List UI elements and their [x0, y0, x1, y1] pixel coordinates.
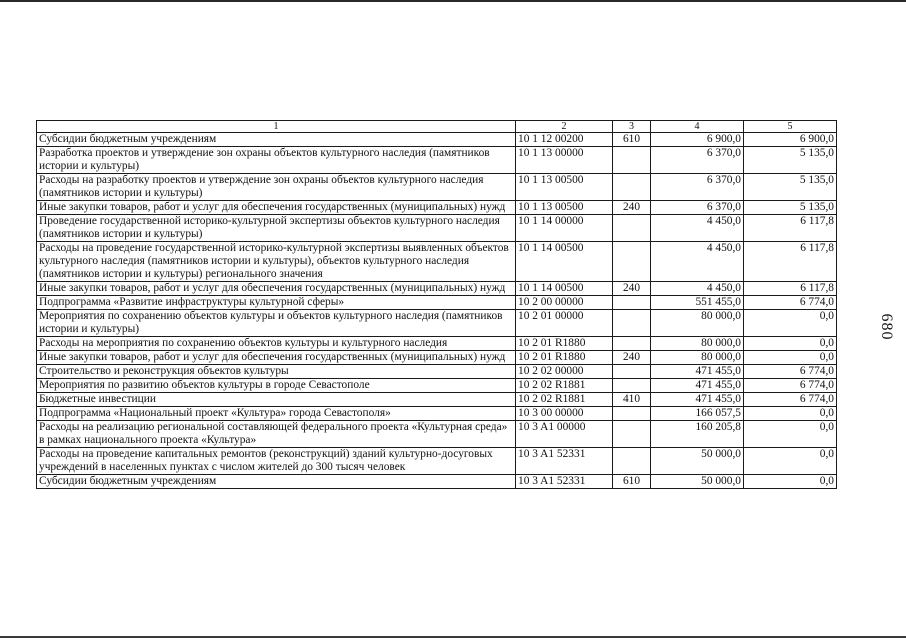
row-amount-col5-cell: 6 774,0: [744, 296, 837, 310]
column-header-4: 4: [651, 121, 744, 133]
row-name-cell: Иные закупки товаров, работ и услуг для обеспечения государственных (муниципальных) нужд: [37, 201, 516, 215]
row-amount-col4-cell: 80 000,0: [651, 337, 744, 351]
table-row: [37, 296, 837, 310]
row-amount-col4-cell: 80 000,0: [651, 351, 744, 365]
table-row: [37, 174, 837, 201]
row-name-cell: Расходы на мероприятия по сохранению объектов культуры и культурного наследия: [37, 337, 516, 351]
row-expense-type-cell: 610: [613, 133, 651, 147]
row-expense-type-cell: [613, 242, 651, 282]
table-row: [37, 201, 837, 215]
row-amount-col4-cell: 4 450,0: [651, 242, 744, 282]
row-name-cell: Иные закупки товаров, работ и услуг для обеспечения государственных (муниципальных) нужд: [37, 351, 516, 365]
row-code-cell: 10 3 00 00000: [516, 407, 613, 421]
row-name-cell: Расходы на проведение капитальных ремонтов (реконструкций) зданий культурно-досуговых учреждений в населенных пунктах с числом жителей до 300 тысяч человек: [37, 448, 516, 475]
table-row: [37, 337, 837, 351]
row-amount-col5-cell: 6 117,8: [744, 215, 837, 242]
row-code-cell: 10 1 14 00500: [516, 282, 613, 296]
row-name-cell: Строительство и реконструкция объектов культуры: [37, 365, 516, 379]
row-name-cell: Субсидии бюджетным учреждениям: [37, 133, 516, 147]
row-expense-type-cell: [613, 379, 651, 393]
row-amount-col4-cell: 471 455,0: [651, 379, 744, 393]
row-amount-col5-cell: 6 900,0: [744, 133, 837, 147]
table-row: [37, 282, 837, 296]
row-amount-col4-cell: 471 455,0: [651, 393, 744, 407]
row-code-cell: 10 1 13 00500: [516, 201, 613, 215]
row-name-cell: Мероприятия по развитию объектов культуры в городе Севастополе: [37, 379, 516, 393]
scan-top-edge: [0, 0, 906, 2]
column-header-2: 2: [516, 121, 613, 133]
row-amount-col5-cell: 6 117,8: [744, 282, 837, 296]
row-amount-col5-cell: 5 135,0: [744, 201, 837, 215]
column-header-5: 5: [744, 121, 837, 133]
table-row: [37, 475, 837, 489]
table-row: [37, 351, 837, 365]
row-amount-col5-cell: 0,0: [744, 337, 837, 351]
budget-table: [36, 120, 837, 489]
row-amount-col4-cell: 551 455,0: [651, 296, 744, 310]
scan-bottom-edge: [0, 636, 906, 638]
row-amount-col4-cell: 4 450,0: [651, 282, 744, 296]
row-expense-type-cell: [613, 407, 651, 421]
row-amount-col5-cell: 0,0: [744, 421, 837, 448]
row-expense-type-cell: [613, 421, 651, 448]
row-code-cell: 10 1 14 00000: [516, 215, 613, 242]
table-row: [37, 365, 837, 379]
table-row: [37, 310, 837, 337]
row-name-cell: Расходы на разработку проектов и утверждение зон охраны объектов культурного наследия (памятников истории и культуры): [37, 174, 516, 201]
table-row: [37, 448, 837, 475]
row-code-cell: 10 2 01 00000: [516, 310, 613, 337]
table-row: [37, 407, 837, 421]
row-name-cell: Проведение государственной историко-культурной экспертизы объектов культурного наследия (памятников истории и культуры): [37, 215, 516, 242]
row-code-cell: 10 1 13 00500: [516, 174, 613, 201]
row-expense-type-cell: [613, 147, 651, 174]
row-amount-col4-cell: 6 370,0: [651, 147, 744, 174]
row-expense-type-cell: 410: [613, 393, 651, 407]
row-amount-col4-cell: 166 057,5: [651, 407, 744, 421]
row-name-cell: Бюджетные инвестиции: [37, 393, 516, 407]
row-amount-col4-cell: 471 455,0: [651, 365, 744, 379]
column-header-1: 1: [37, 121, 516, 133]
row-amount-col4-cell: 50 000,0: [651, 475, 744, 489]
row-name-cell: Расходы на проведение государственной историко-культурной экспертизы выявленных объектов культурного наследия (памятников истории и культуры), объектов культурного наследия (памятников истории и культуры) регионального значения: [37, 242, 516, 282]
row-expense-type-cell: [613, 365, 651, 379]
row-code-cell: 10 1 14 00500: [516, 242, 613, 282]
row-amount-col4-cell: 160 205,8: [651, 421, 744, 448]
row-code-cell: 10 2 02 R1881: [516, 379, 613, 393]
row-code-cell: 10 1 12 00200: [516, 133, 613, 147]
row-amount-col4-cell: 80 000,0: [651, 310, 744, 337]
row-amount-col5-cell: 0,0: [744, 407, 837, 421]
row-name-cell: Мероприятия по сохранению объектов культуры и объектов культурного наследия (памятников истории и культуры): [37, 310, 516, 337]
row-amount-col5-cell: 6 774,0: [744, 379, 837, 393]
row-code-cell: 10 2 01 R1880: [516, 351, 613, 365]
table-row: [37, 242, 837, 282]
row-code-cell: 10 2 02 00000: [516, 365, 613, 379]
row-amount-col5-cell: 0,0: [744, 448, 837, 475]
row-amount-col5-cell: 6 774,0: [744, 393, 837, 407]
column-number-header-row: [37, 121, 837, 133]
row-name-cell: Субсидии бюджетным учреждениям: [37, 475, 516, 489]
row-amount-col4-cell: 50 000,0: [651, 448, 744, 475]
row-name-cell: Расходы на реализацию региональной составляющей федерального проекта «Культурная среда» в рамках национального проекта «Культура»: [37, 421, 516, 448]
row-expense-type-cell: [613, 448, 651, 475]
row-code-cell: 10 2 00 00000: [516, 296, 613, 310]
row-expense-type-cell: 240: [613, 201, 651, 215]
row-amount-col5-cell: 6 774,0: [744, 365, 837, 379]
row-name-cell: Подпрограмма «Национальный проект «Культура» города Севастополя»: [37, 407, 516, 421]
row-expense-type-cell: 610: [613, 475, 651, 489]
row-code-cell: 10 2 01 R1880: [516, 337, 613, 351]
table-row: [37, 421, 837, 448]
table-row: [37, 147, 837, 174]
row-code-cell: 10 3 A1 52331: [516, 448, 613, 475]
row-name-cell: Разработка проектов и утверждение зон охраны объектов культурного наследия (памятников истории и культуры): [37, 147, 516, 174]
table-row: [37, 393, 837, 407]
row-code-cell: 10 3 A1 00000: [516, 421, 613, 448]
row-amount-col4-cell: 6 370,0: [651, 174, 744, 201]
row-expense-type-cell: 240: [613, 282, 651, 296]
page-number: 680: [878, 313, 895, 341]
table-row: [37, 215, 837, 242]
row-expense-type-cell: 240: [613, 351, 651, 365]
column-header-3: 3: [613, 121, 651, 133]
row-amount-col5-cell: 0,0: [744, 351, 837, 365]
row-amount-col5-cell: 0,0: [744, 475, 837, 489]
row-expense-type-cell: [613, 337, 651, 351]
row-amount-col5-cell: 5 135,0: [744, 174, 837, 201]
row-amount-col4-cell: 6 900,0: [651, 133, 744, 147]
table-row: [37, 379, 837, 393]
row-amount-col4-cell: 6 370,0: [651, 201, 744, 215]
table-row: [37, 133, 837, 147]
row-expense-type-cell: [613, 310, 651, 337]
row-amount-col5-cell: 5 135,0: [744, 147, 837, 174]
row-name-cell: Иные закупки товаров, работ и услуг для обеспечения государственных (муниципальных) нужд: [37, 282, 516, 296]
row-amount-col5-cell: 6 117,8: [744, 242, 837, 282]
row-amount-col5-cell: 0,0: [744, 310, 837, 337]
row-expense-type-cell: [613, 296, 651, 310]
row-amount-col4-cell: 4 450,0: [651, 215, 744, 242]
row-code-cell: 10 3 A1 52331: [516, 475, 613, 489]
row-code-cell: 10 1 13 00000: [516, 147, 613, 174]
row-expense-type-cell: [613, 174, 651, 201]
row-expense-type-cell: [613, 215, 651, 242]
row-code-cell: 10 2 02 R1881: [516, 393, 613, 407]
row-name-cell: Подпрограмма «Развитие инфраструктуры культурной сферы»: [37, 296, 516, 310]
budget-table-container: [36, 120, 836, 489]
